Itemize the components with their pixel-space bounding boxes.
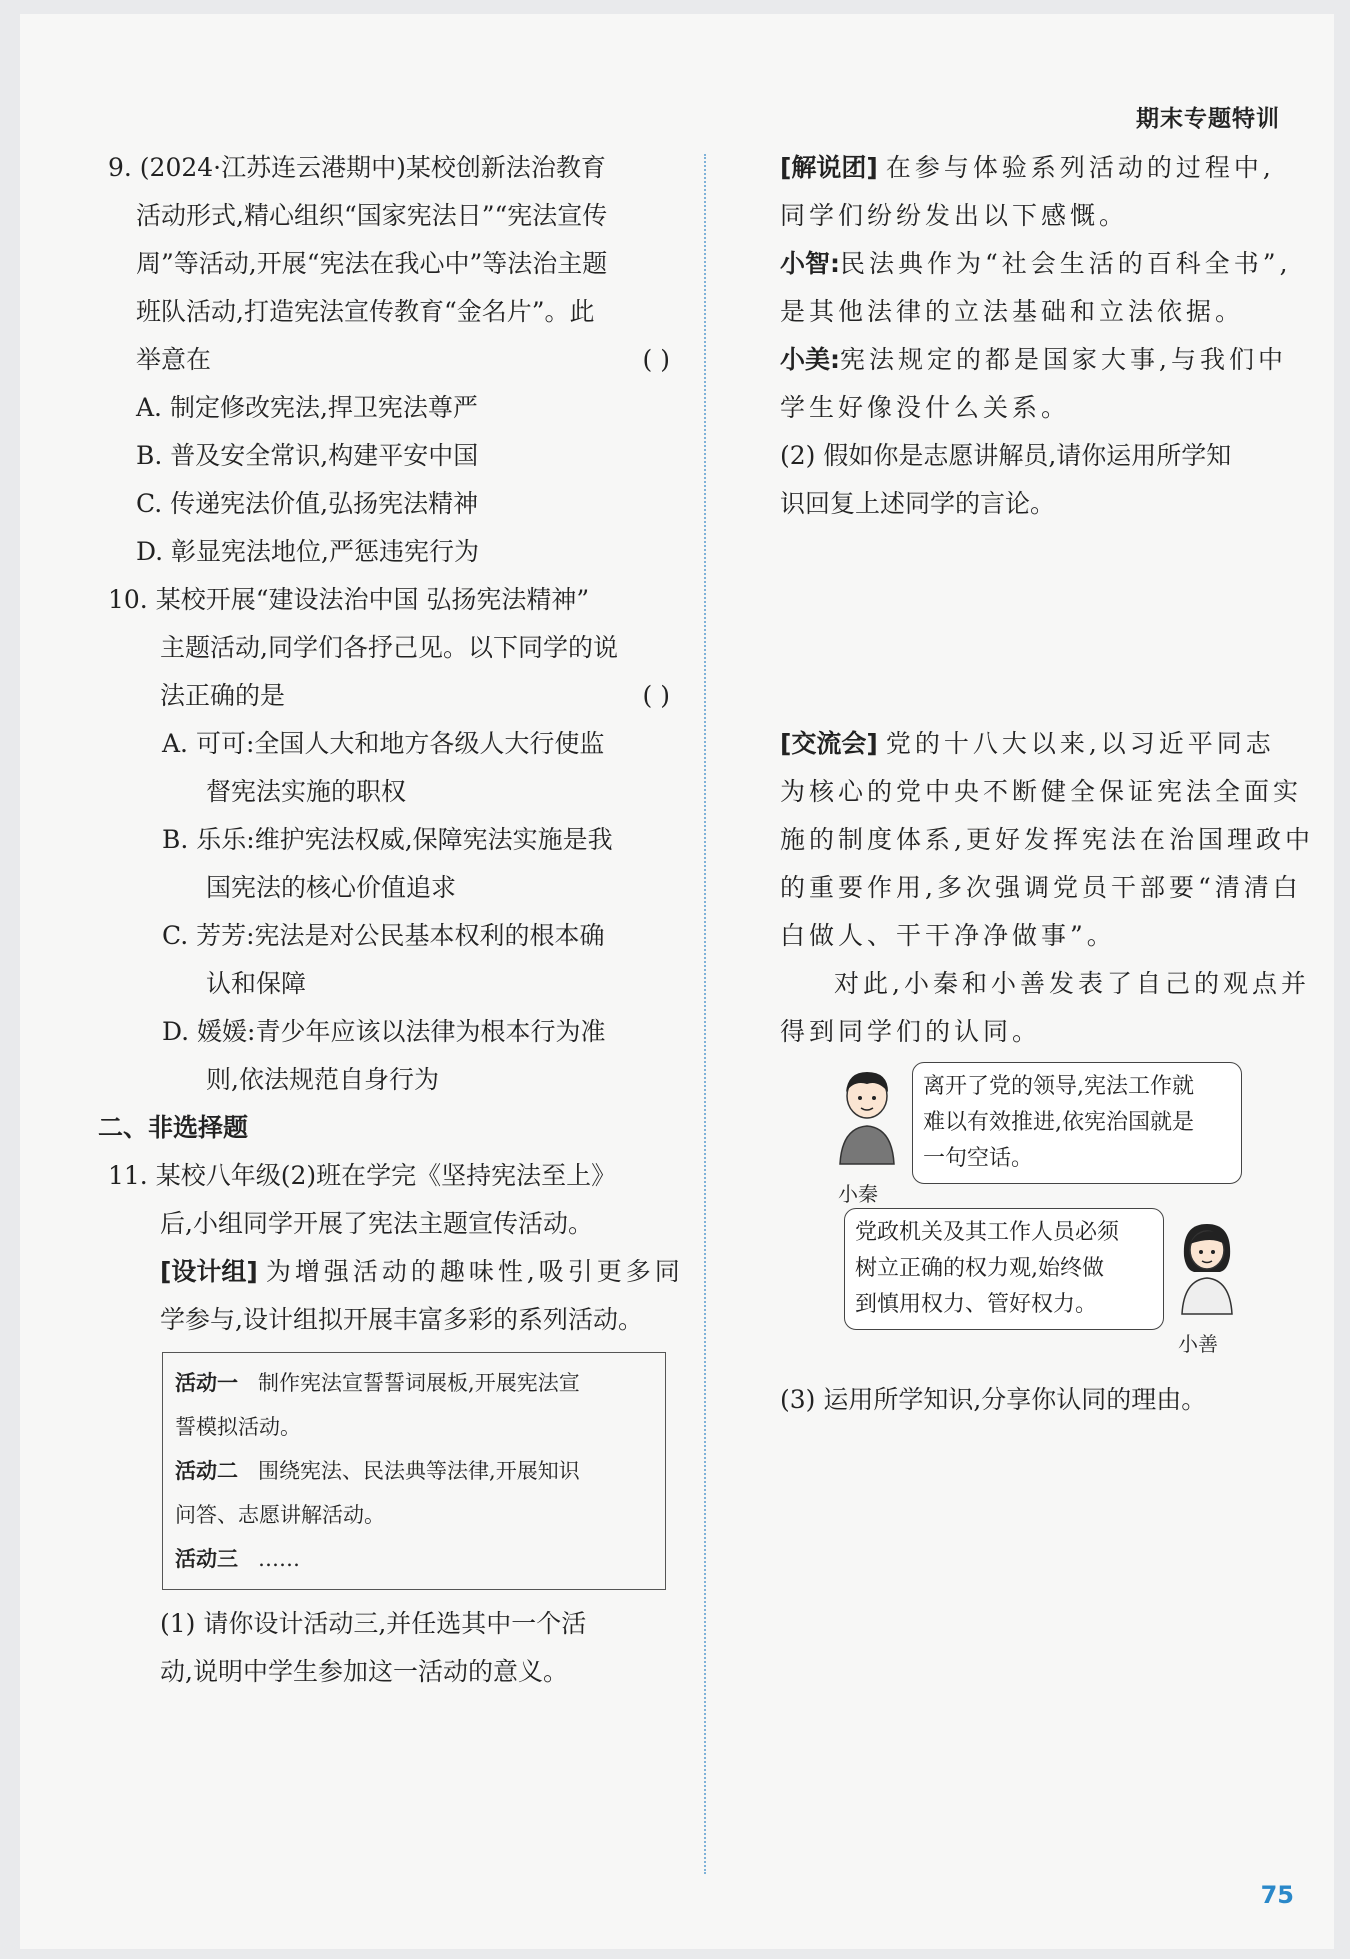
question-10 [108, 576, 678, 1104]
activity-title: 活动三 [175, 1547, 238, 1571]
explain-group-tag: [解说团] [780, 153, 878, 182]
xiaozhi-text: 民法典作为“社会生活的百科全书”, [840, 249, 1292, 278]
exchange-text-cont: 为核心的党中央不断健全保证宪法全面实 [780, 777, 1303, 806]
activity-title: 活动二 [175, 1459, 238, 1483]
q11-sub2: (2) 假如你是志愿讲解员,请你运用所学知 [780, 441, 1232, 470]
page-number: 75 [1260, 1881, 1294, 1909]
dialogue-illustration [780, 1056, 1300, 1376]
q11-line: 后,小组同学开展了宪法主题宣传活动。 [160, 1209, 593, 1238]
answer-space[interactable] [780, 528, 1300, 720]
q10-option-d[interactable]: D. 媛媛:青少年应该以法律为根本行为准 [162, 1017, 606, 1046]
column-divider [704, 154, 706, 1874]
exchange-text-cont: 的重要作用,多次强调党员干部要“清清白 [780, 873, 1302, 902]
exchange-text: 党的十八大以来,以习近平同志 [885, 729, 1275, 758]
speaker-label: 小智: [780, 249, 840, 278]
q9-option-d[interactable]: D. 彰显宪法地位,严惩违宪行为 [136, 537, 479, 566]
activity-box [162, 1352, 666, 1590]
exchange-text-cont: 白做人、干干净净做事”。 [780, 921, 1116, 950]
activity-2 [175, 1449, 653, 1493]
q10-option-b-cont: 国宪法的核心价值追求 [206, 873, 457, 902]
answer-paren[interactable]: ( ) [642, 345, 670, 374]
explain-text-cont: 同学们纷纷发出以下感慨。 [780, 201, 1129, 230]
speech-line: 到慎用权力、管好权力。 [855, 1292, 1098, 1317]
xiaoqin-name: 小秦 [838, 1182, 878, 1206]
q10-option-a-cont: 督宪法实施的职权 [206, 777, 407, 806]
question-11 [108, 1152, 684, 1696]
q11-sub1: (1) 请你设计活动三,并任选其中一个活 [160, 1609, 587, 1638]
speech-line: 党政机关及其工作人员必须 [855, 1220, 1120, 1245]
exchange-text-para: 对此,小秦和小善发表了自己的观点并 [834, 969, 1310, 998]
section-title: 二、非选择题 [98, 1113, 249, 1142]
q11-sub1-cont: 动,说明中学生参加这一活动的意义。 [160, 1657, 568, 1686]
right-column [780, 144, 1314, 1424]
left-column [98, 144, 684, 1696]
exchange-group-tag: [交流会] [780, 729, 878, 758]
q11-design-line [108, 1248, 684, 1296]
q10-line: 主题活动,同学们各抒己见。以下同学的说 [160, 633, 618, 662]
activity-1 [175, 1361, 653, 1405]
q11-line: 11. 某校八年级(2)班在学完《坚持宪法至上》 [108, 1161, 617, 1190]
design-text: 为增强活动的趣味性,吸引更多同 [265, 1257, 684, 1286]
q10-option-b[interactable]: B. 乐乐:维护宪法权威,保障宪法实施是我 [162, 825, 613, 854]
speech-line: 一句空话。 [923, 1146, 1034, 1171]
exchange-text-cont: 施的制度体系,更好发挥宪法在治国理政中 [780, 825, 1314, 854]
exchange-text-cont: 得到同学们的认同。 [780, 1017, 1042, 1046]
q10-option-c[interactable]: C. 芳芳:宪法是对公民基本权利的根本确 [162, 921, 605, 950]
activity-text: 围绕宪法、民法典等法律,开展知识 [258, 1459, 580, 1483]
activity-text: …… [258, 1547, 301, 1571]
q11-sub3: (3) 运用所学知识,分享你认同的理由。 [780, 1385, 1207, 1414]
design-text-cont: 学参与,设计组拟开展丰富多彩的系列活动。 [160, 1305, 643, 1334]
q10-line: 10. 某校开展“建设法治中国 弘扬宪法精神” [108, 585, 590, 614]
xiaoshan-speech-bubble [844, 1208, 1164, 1330]
speech-line: 离开了党的领导,宪法工作就 [923, 1074, 1194, 1099]
q9-line: 9. (2024·江苏连云港期中)某校创新法治教育 [108, 153, 606, 182]
answer-paren[interactable]: ( ) [642, 681, 670, 710]
q10-option-c-cont: 认和保障 [206, 969, 307, 998]
boy-avatar-icon [832, 1066, 902, 1166]
speaker-label: 小美: [780, 345, 840, 374]
xiaoshan-name: 小善 [1178, 1332, 1218, 1356]
activity-text-cont: 誓模拟活动。 [175, 1415, 301, 1439]
q9-line: 周”等活动,开展“宪法在我心中”等法治主题 [136, 249, 608, 278]
q10-option-a[interactable]: A. 可可:全国人大和地方各级人大行使监 [162, 729, 605, 758]
q10-option-d-cont: 则,依法规范自身行为 [206, 1065, 439, 1094]
question-9 [108, 144, 678, 576]
activity-title: 活动一 [175, 1371, 238, 1395]
q10-line-last [108, 672, 678, 720]
q9-line-last [108, 336, 678, 384]
exchange-line [780, 720, 1300, 768]
q11-sub2-cont: 识回复上述同学的言论。 [780, 489, 1056, 518]
explain-text: 在参与体验系列活动的过程中, [885, 153, 1275, 182]
q10-line-text: 法正确的是 [160, 681, 286, 710]
xiaozhi-text-cont: 是其他法律的立法基础和立法依据。 [780, 297, 1245, 326]
activity-text-cont: 问答、志愿讲解活动。 [175, 1503, 385, 1527]
page-sheet [20, 14, 1334, 1949]
xiaomei-text-cont: 学生好像没什么关系。 [780, 393, 1071, 422]
xiaoqin-speech-bubble [912, 1062, 1242, 1184]
header-title: 期末专题特训 [1136, 106, 1280, 132]
design-group-tag: [设计组] [160, 1257, 258, 1286]
speech-line: 难以有效推进,依宪治国就是 [923, 1110, 1194, 1135]
q9-option-c[interactable]: C. 传递宪法价值,弘扬宪法精神 [136, 489, 479, 518]
girl-avatar-icon [1172, 1216, 1242, 1316]
xiaozhi-line [780, 240, 1300, 288]
q9-option-b[interactable]: B. 普及安全常识,构建平安中国 [136, 441, 479, 470]
q9-line: 班队活动,打造宪法宣传教育“金名片”。此 [136, 297, 595, 326]
speech-line: 树立正确的权力观,始终做 [855, 1256, 1104, 1281]
q9-line-text: 举意在 [136, 345, 212, 374]
activity-text: 制作宪法宣誓誓词展板,开展宪法宣 [258, 1371, 580, 1395]
q9-line: 活动形式,精心组织“国家宪法日”“宪法宣传 [136, 201, 608, 230]
activity-3 [175, 1537, 653, 1581]
explain-line [780, 144, 1300, 192]
q9-option-a[interactable]: A. 制定修改宪法,捍卫宪法尊严 [136, 393, 478, 422]
xiaomei-text: 宪法规定的都是国家大事,与我们中 [840, 345, 1287, 374]
xiaomei-line [780, 336, 1300, 384]
